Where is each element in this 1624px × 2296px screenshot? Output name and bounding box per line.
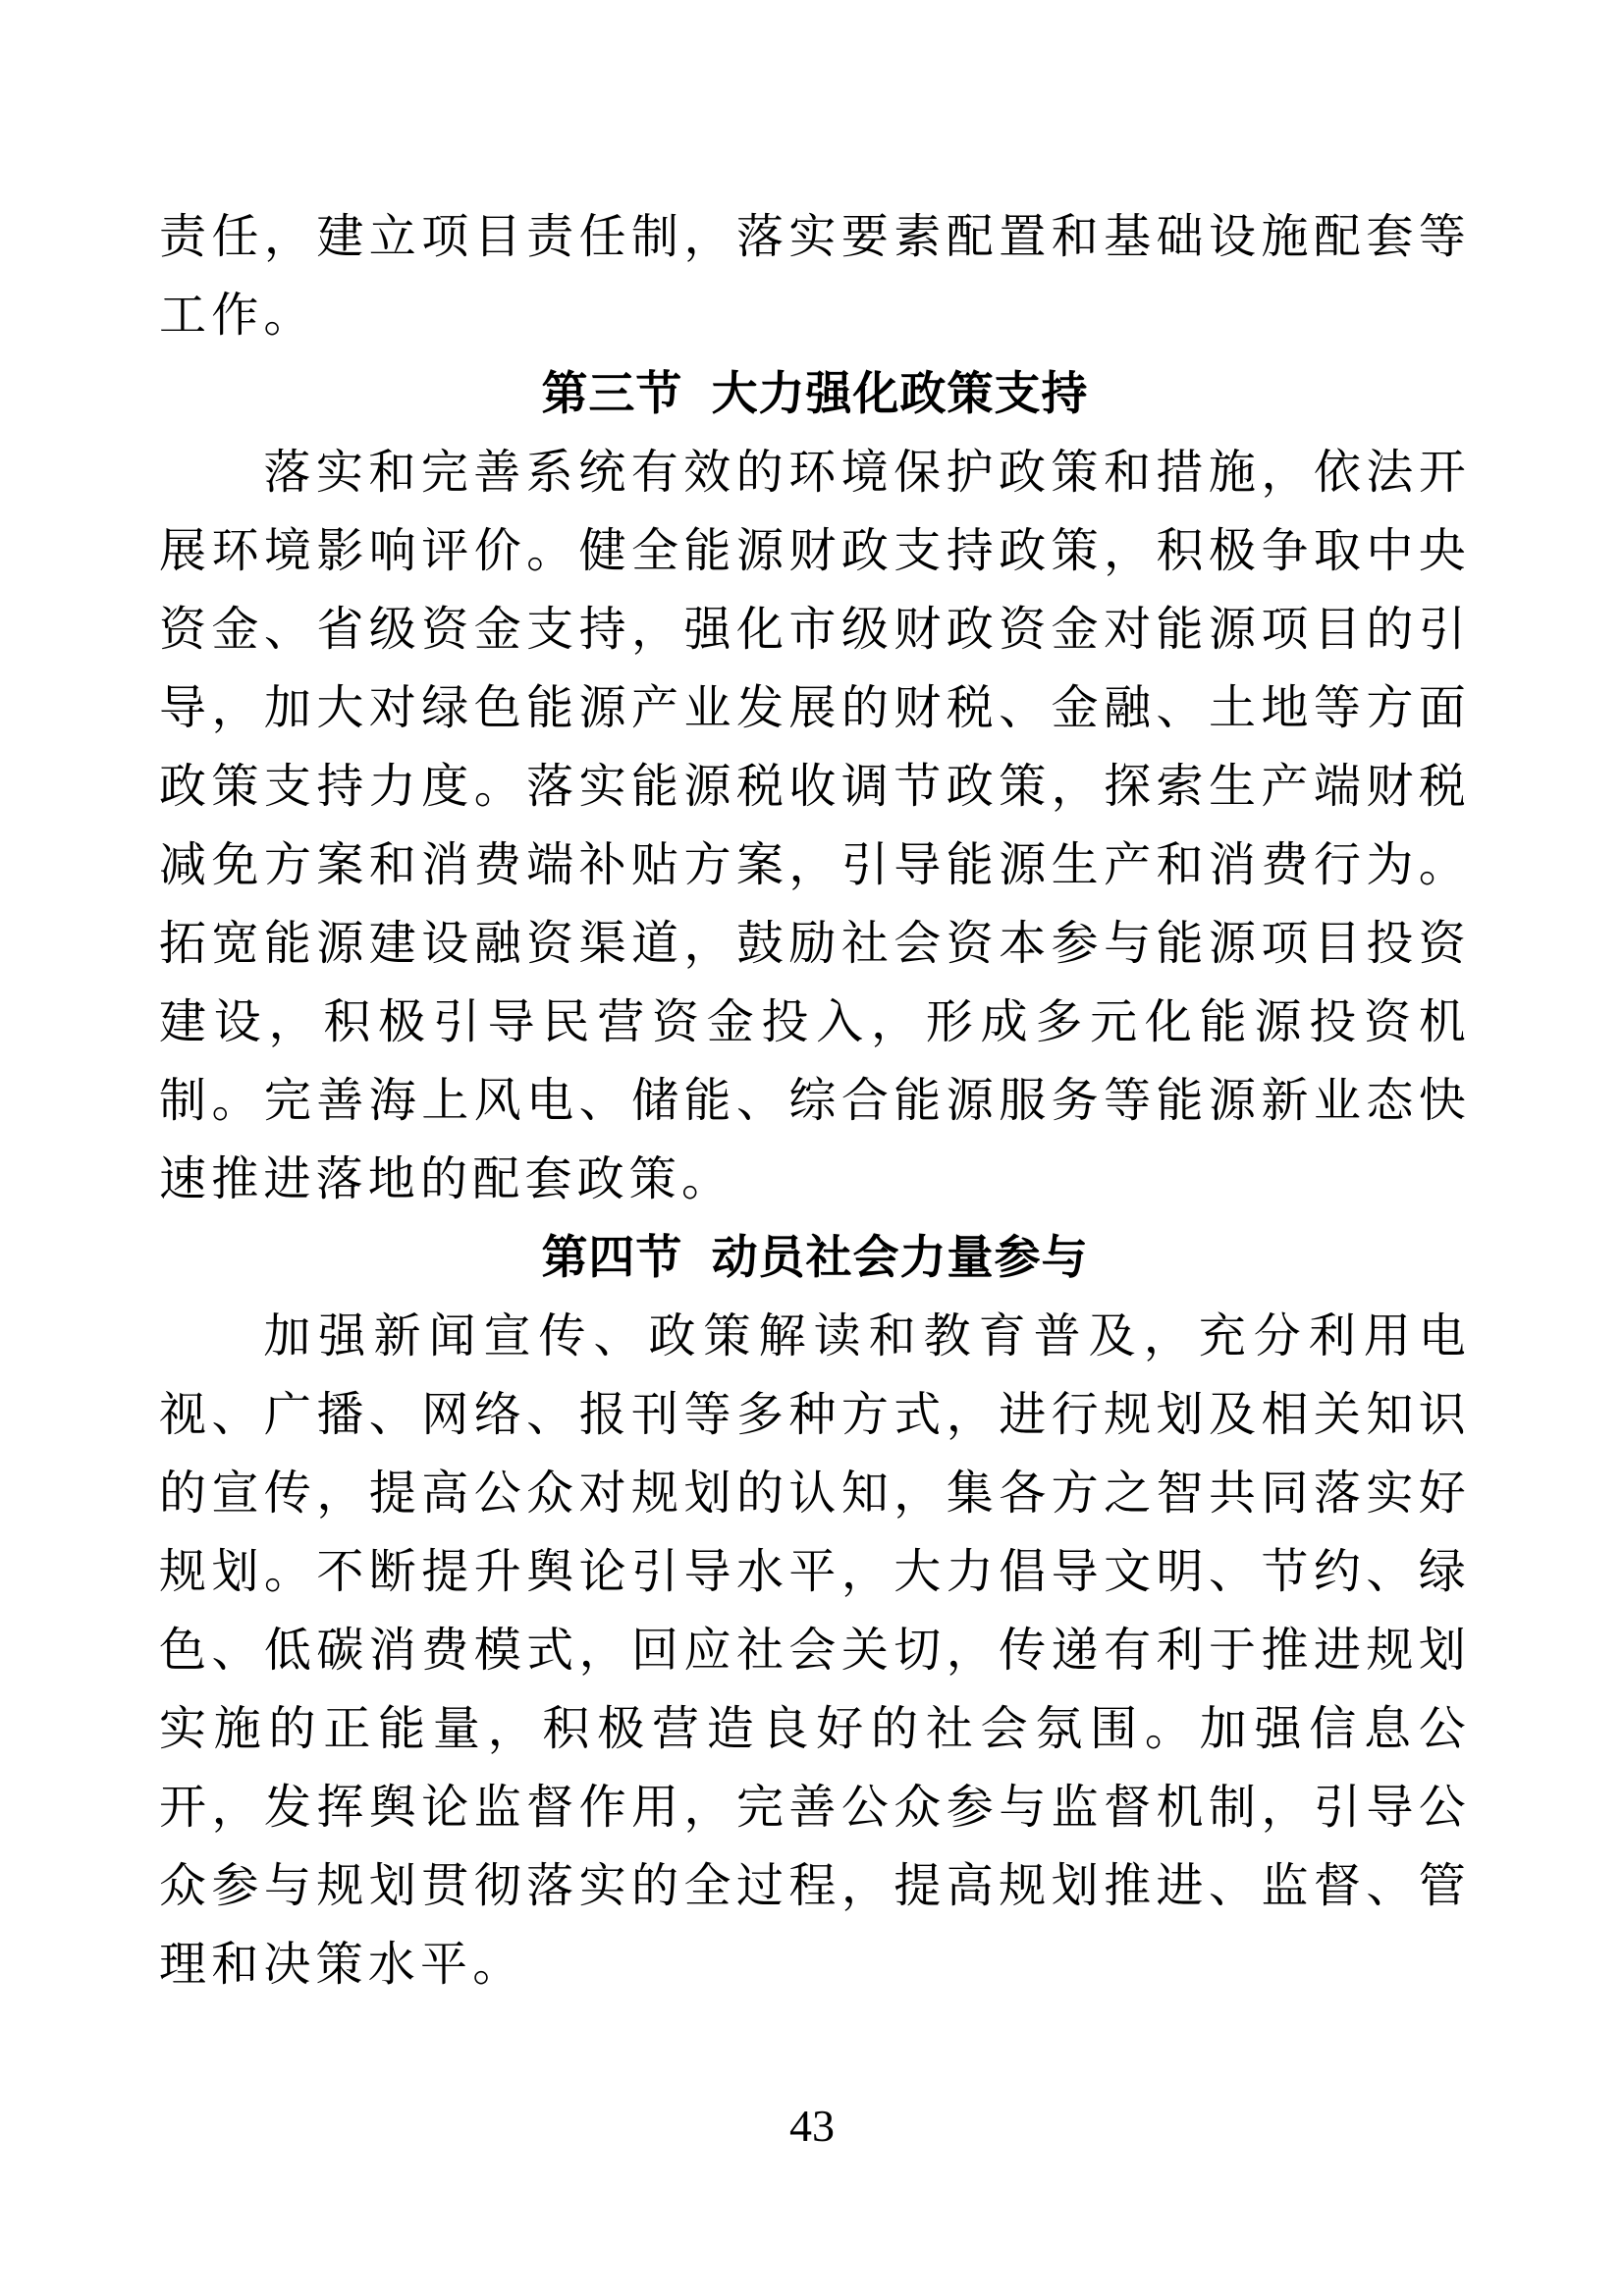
page-number: 43 xyxy=(789,2101,835,2151)
text-block xyxy=(159,198,1471,2004)
section-4-heading xyxy=(159,1219,1471,1298)
continuation-paragraph: 责任，建立项目责任制，落实要素配置和基础设施配套等工作。 xyxy=(159,211,1471,342)
section-3-heading-title: 大力强化政策支持 xyxy=(711,369,1089,420)
section-4-heading-title: 动员社会力量参与 xyxy=(711,1233,1089,1284)
section-3-heading-label: 第三节 xyxy=(541,369,683,420)
section-3-paragraph: 落实和完善系统有效的环境保护政策和措施，依法开展环境影响评价。健全能源财政支持政策，积极争取中央资金、省级资金支持，强化市级财政资金对能源项目的引导，加大对绿色能源产业发展的财税、金融、土地等方面政策支持力度。落实能源税收调节政策，探索生产端财税减免方案和消费端补贴方案，引导能源生产和消费行为。拓宽能源建设融资渠道，鼓励社会资本参与能源项目投资建设，积极引导民营资金投入，形成多元化能源投资机制。完善海上风电、储能、综合能源服务等能源新业态快速推进落地的配套政策。 xyxy=(159,447,1471,1205)
section-3-heading xyxy=(159,355,1471,434)
section-4-paragraph: 加强新闻宣传、政策解读和教育普及，充分利用电视、广播、网络、报刊等多种方式，进行规划及相关知识的宣传，提高公众对规划的认知，集各方之智共同落实好规划。不断提升舆论引导水平，大力倡导文明、节约、绿色、低碳消费模式，回应社会关切，传递有利于推进规划实施的正能量，积极营造良好的社会氛围。加强信息公开，发挥舆论监督作用，完善公众参与监督机制，引导公众参与规划贯彻落实的全过程，提高规划推进、监督、管理和决策水平。 xyxy=(159,1310,1471,1991)
section-4-heading-label: 第四节 xyxy=(541,1233,683,1284)
